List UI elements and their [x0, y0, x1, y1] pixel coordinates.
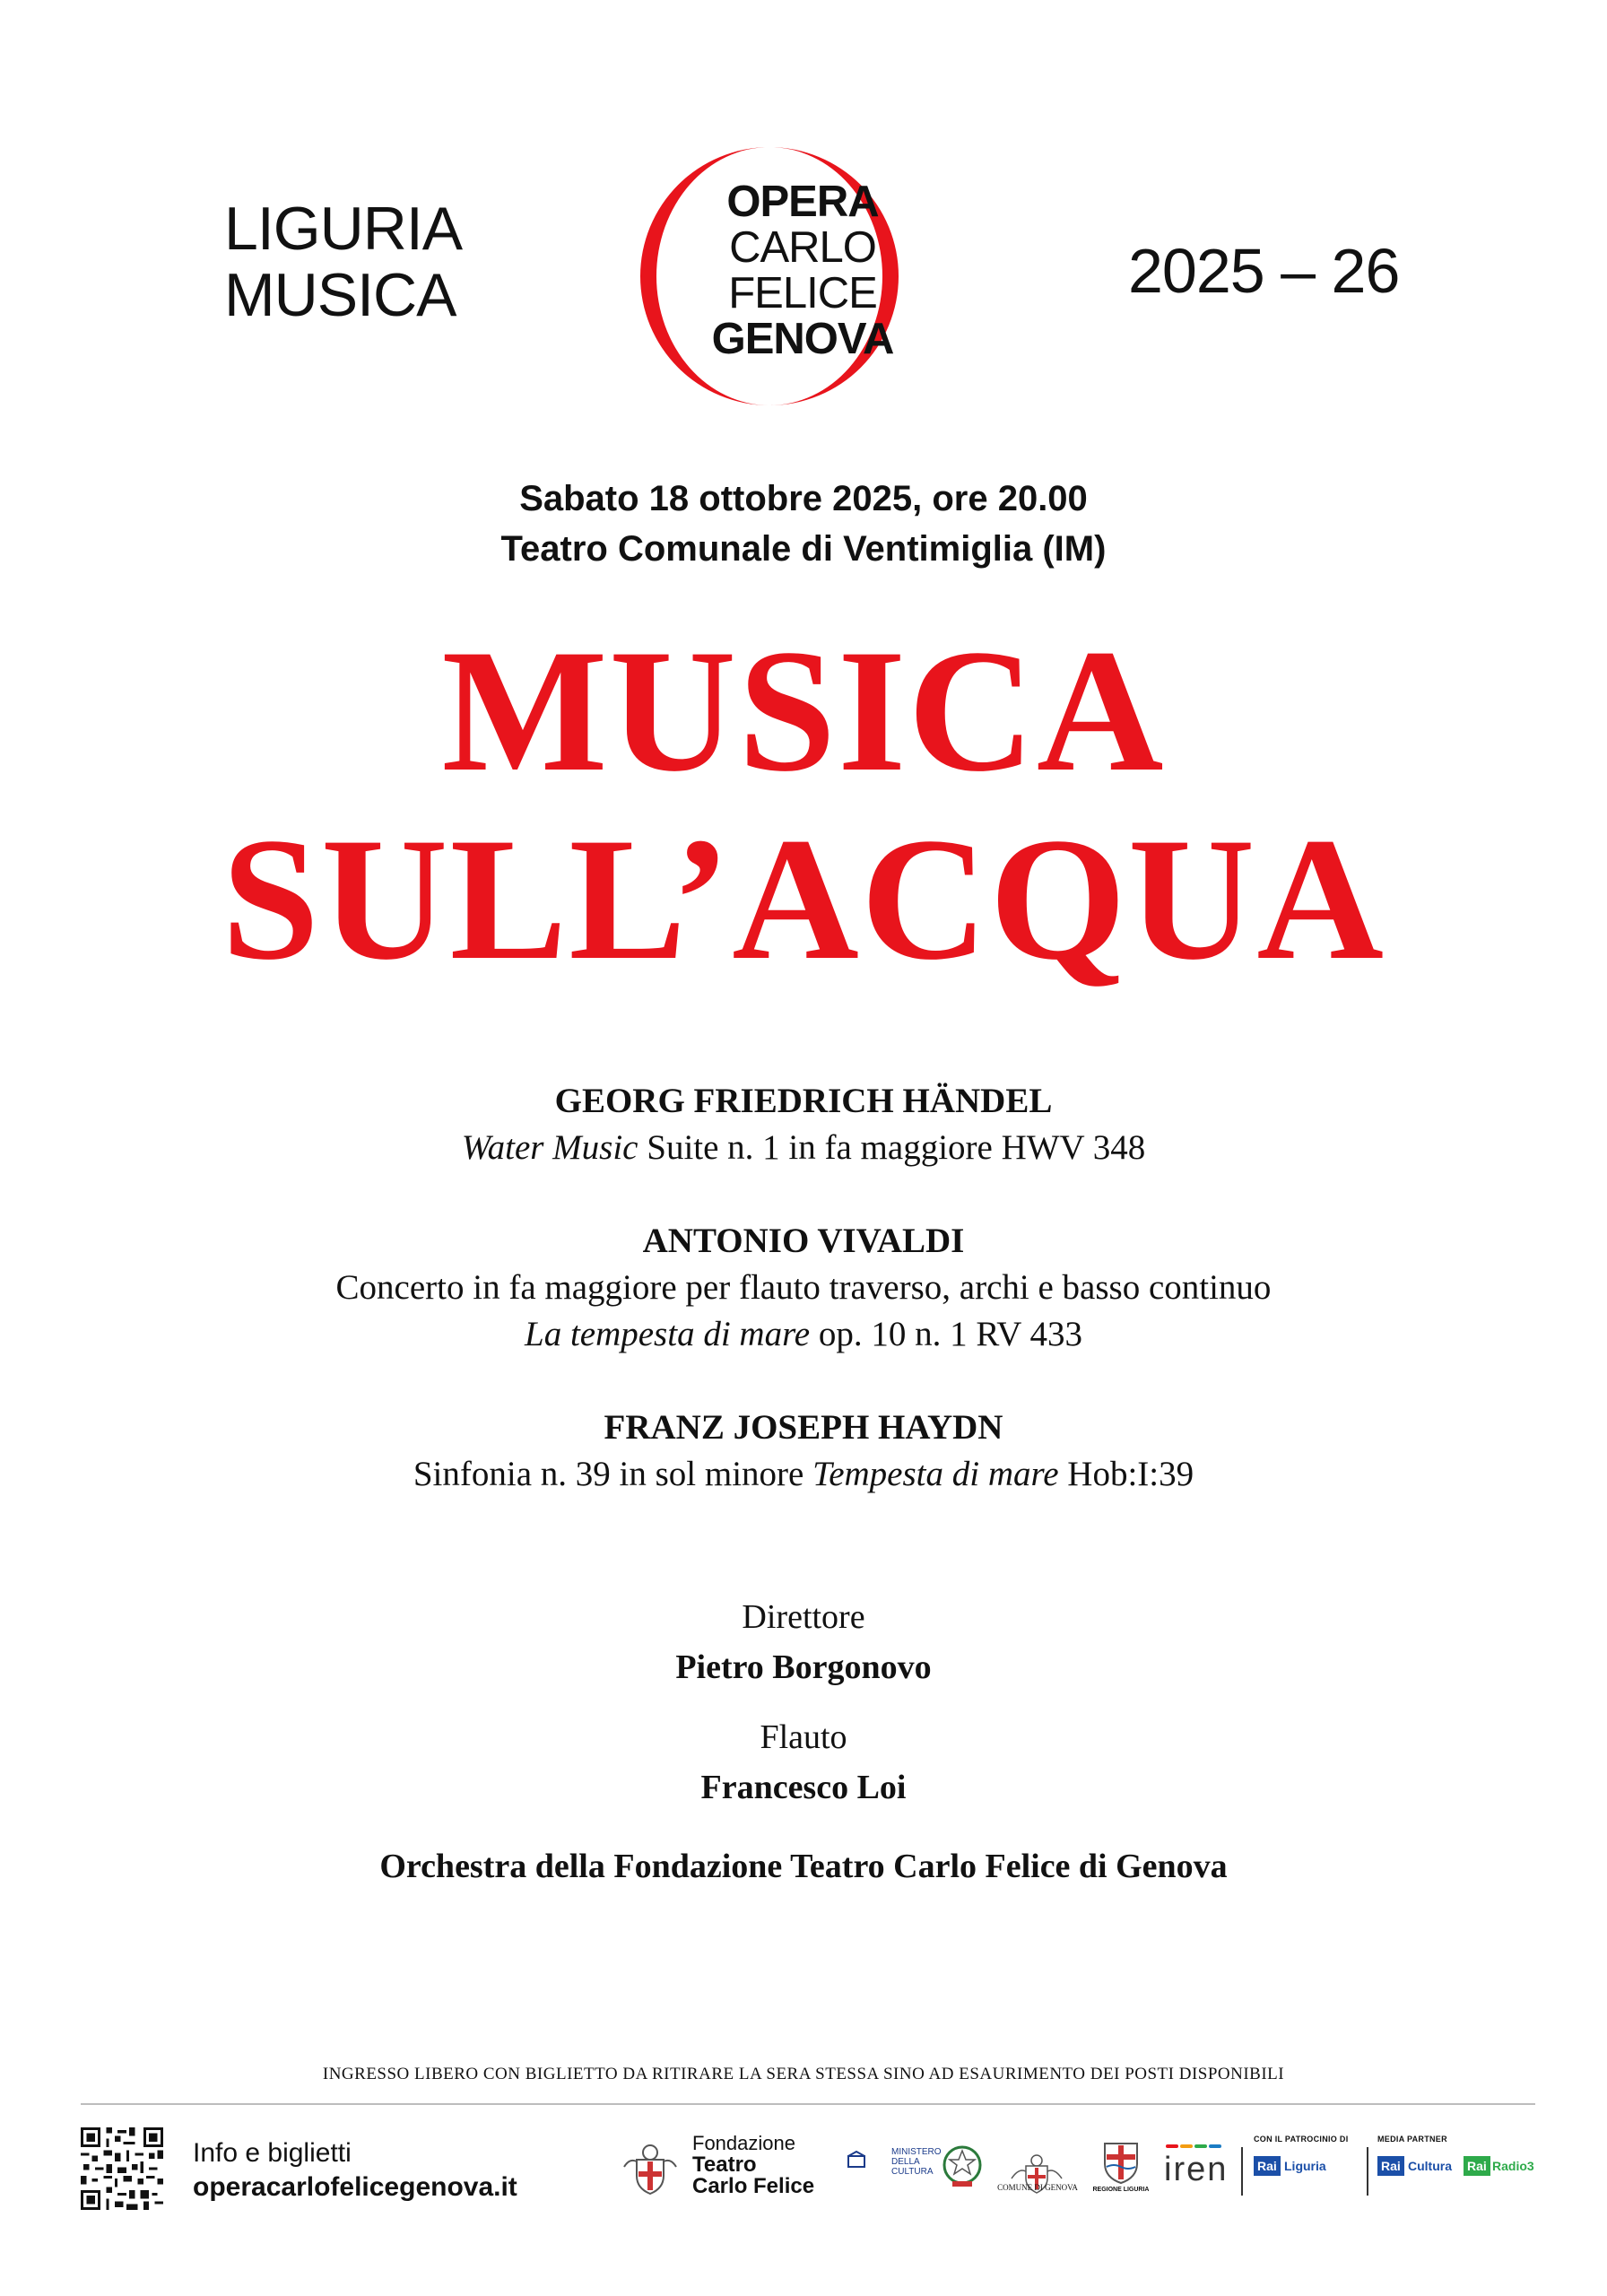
work-handel-details: Suite n. 1 in fa maggiore HWV 348 — [638, 1128, 1146, 1167]
rai-cultura-rai: Rai — [1377, 2156, 1404, 2176]
work-vivaldi-line2 — [0, 1311, 1607, 1358]
flute-role: Flauto — [760, 1718, 847, 1756]
opera-carlo-felice-logo-text — [699, 179, 906, 362]
comune-di-genova-crest-icon — [1001, 2138, 1073, 2210]
ministero-line2: DELLA — [891, 2157, 920, 2167]
sponsor-divider — [1241, 2147, 1243, 2196]
rai-liguria-logo — [1254, 2156, 1354, 2179]
event-venue: Teatro Comunale di Ventimiglia (IM) — [500, 529, 1107, 569]
work-haydn-title: Tempesta di mare — [812, 1455, 1059, 1493]
ministero-line1: MINISTERO — [891, 2147, 942, 2157]
qr-code-icon[interactable] — [81, 2127, 163, 2210]
rai-radio3-name: Radio3 — [1492, 2159, 1534, 2173]
work-handel — [0, 1125, 1607, 1171]
website-link[interactable]: operacarlofelicegenova.it — [193, 2172, 517, 2202]
orchestra-name: Orchestra della Fondazione Teatro Carlo Felice di Genova — [379, 1848, 1228, 1885]
fondazione-line1: Fondazione — [692, 2132, 795, 2154]
italian-republic-emblem-icon — [940, 2142, 985, 2192]
fondazione-logo-text — [692, 2133, 814, 2197]
conductor-name: Pietro Borgonovo — [675, 1648, 932, 1686]
work-haydn — [0, 1451, 1607, 1498]
season-label: 2025 – 26 — [1128, 236, 1400, 306]
title-line2: SULL’ACQUA — [222, 802, 1385, 996]
event-date-time: Sabato 18 ottobre 2025, ore 20.00 — [519, 479, 1088, 518]
logo-line-felice: FELICE — [728, 269, 877, 317]
title-line1: MUSICA — [441, 613, 1166, 808]
comune-di-genova-label: COMUNE DI GENOVA — [997, 2183, 1078, 2192]
fondazione-line2: Teatro — [692, 2152, 757, 2177]
fondazione-crest-icon — [617, 2135, 683, 2201]
fondazione-line3: Carlo Felice — [692, 2174, 815, 2198]
composer-handel: GEORG FRIEDRICH HÄNDEL — [554, 1082, 1053, 1120]
ministero-line3: CULTURA — [891, 2167, 934, 2177]
work-vivaldi-line1: Concerto in fa maggiore per flauto traverso, archi e basso continuo — [335, 1268, 1272, 1307]
rai-radio3-rai: Rai — [1464, 2156, 1490, 2176]
logo-line-carlo: CARLO — [729, 223, 876, 272]
work-handel-title: Water Music — [461, 1128, 638, 1167]
composer-vivaldi: ANTONIO VIVALDI — [642, 1222, 965, 1260]
work-vivaldi-details: op. 10 n. 1 RV 433 — [810, 1315, 1082, 1353]
iren-logo: iren — [1164, 2151, 1229, 2188]
logo-line-opera: OPERA — [726, 178, 879, 226]
series-name — [224, 196, 462, 328]
logo-line-genova: GENOVA — [711, 315, 894, 363]
program — [0, 1078, 1607, 1498]
rai-liguria-name: Liguria — [1284, 2159, 1326, 2173]
regione-liguria-label: REGIONE LIGURIA — [1092, 2187, 1150, 2193]
event-details — [0, 474, 1607, 574]
ministero-cultura-text — [891, 2147, 942, 2177]
rai-cultura-name: Cultura — [1408, 2159, 1452, 2173]
work-haydn-post: Hob:I:39 — [1058, 1455, 1194, 1493]
work-vivaldi-title: La tempesta di mare — [525, 1315, 811, 1353]
rai-liguria-rai: Rai — [1254, 2156, 1281, 2176]
credits — [0, 1592, 1607, 1892]
admission-notice: INGRESSO LIBERO CON BIGLIETTO DA RITIRARE LA SERA STESSA SINO AD ESAURIMENTO DEI POSTI DISPONIBILI — [322, 2065, 1285, 2083]
work-haydn-pre: Sinfonia n. 39 in sol minore — [413, 1455, 813, 1493]
patrocinio-label: CON IL PATROCINIO DI — [1254, 2135, 1349, 2144]
media-divider — [1367, 2147, 1368, 2196]
rai-cultura-radio3-logos — [1377, 2156, 1539, 2179]
regione-liguria-crest-icon — [1101, 2140, 1141, 2185]
series-name-line2: MUSICA — [224, 261, 456, 329]
info-block — [193, 2136, 517, 2205]
ministero-cultura-icon — [847, 2151, 886, 2170]
series-name-line1: LIGURIA — [224, 195, 463, 263]
media-partner-label: MEDIA PARTNER — [1377, 2135, 1447, 2144]
conductor-role: Direttore — [742, 1598, 865, 1636]
info-label: Info e biglietti — [193, 2138, 352, 2168]
footer-divider — [81, 2103, 1535, 2105]
composer-haydn: FRANZ JOSEPH HAYDN — [604, 1408, 1003, 1447]
flute-name: Francesco Loi — [700, 1769, 907, 1806]
iren-logo-dots-icon — [1166, 2142, 1227, 2151]
